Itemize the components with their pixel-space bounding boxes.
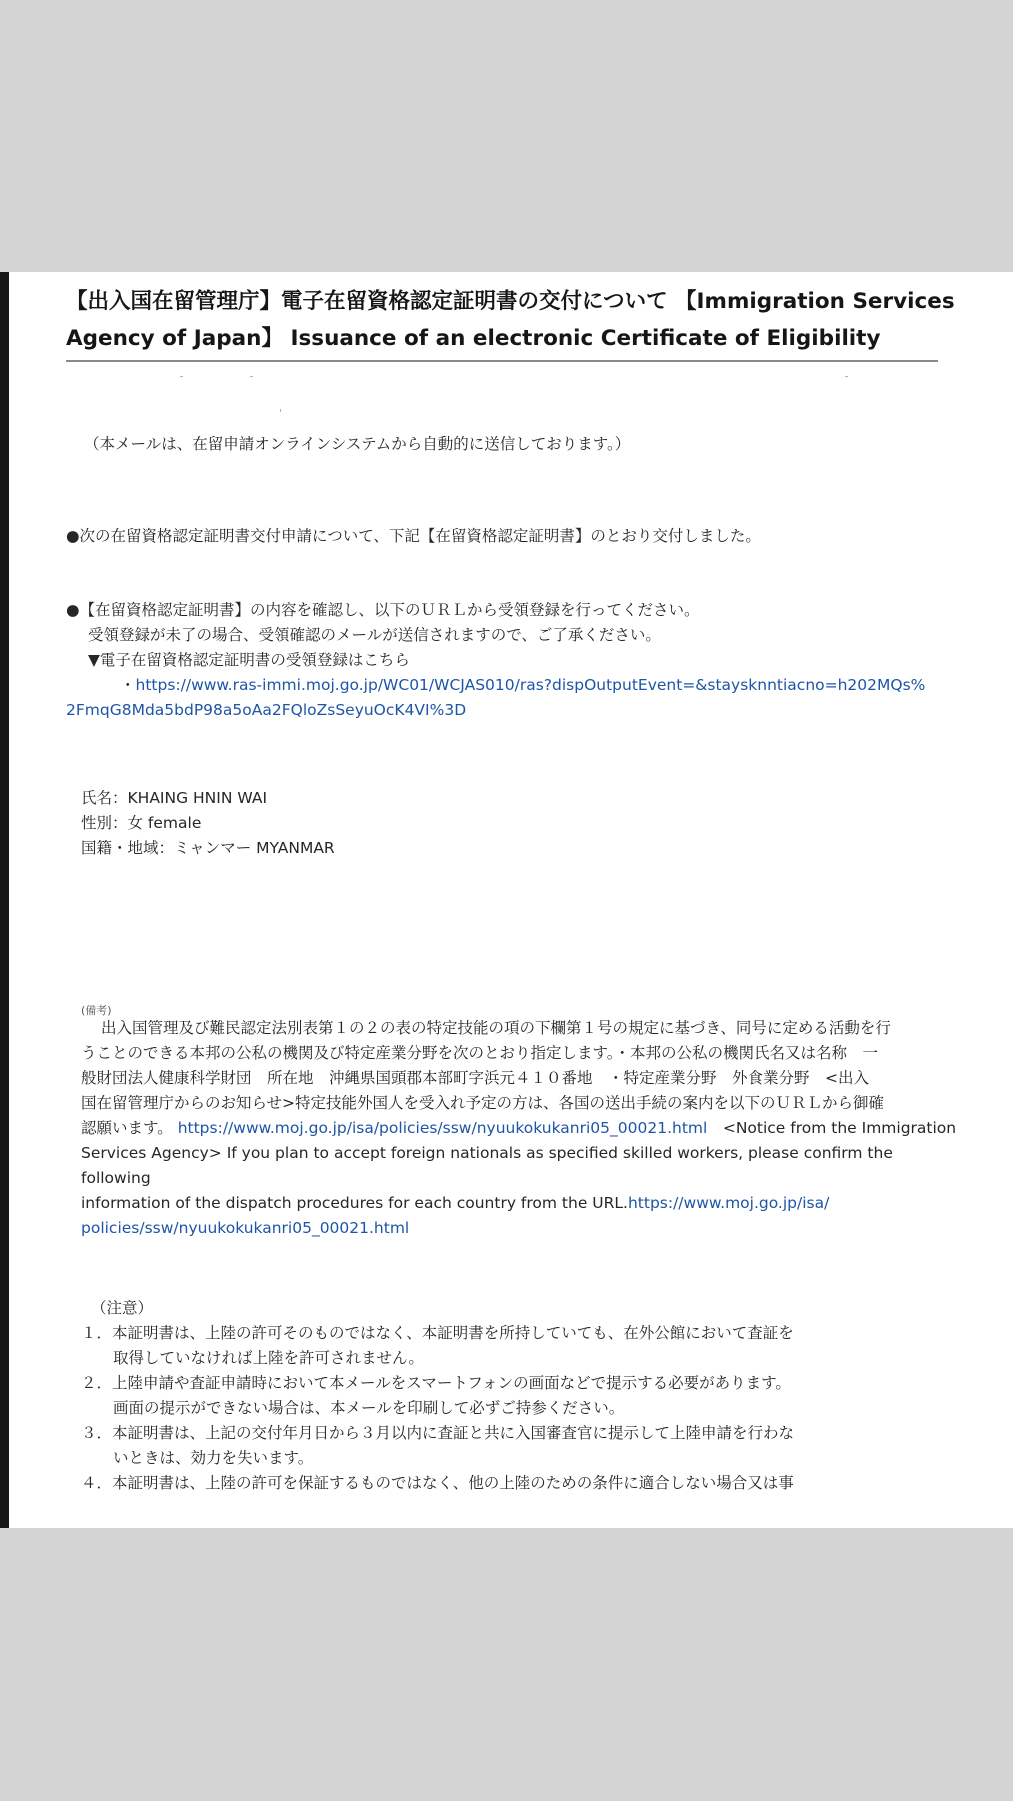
email-document [0,272,1013,1528]
receipt-instructions [66,598,925,723]
receipt-url-line [66,673,925,698]
remarks-line: 認願います。 https://www.moj.go.jp/isa/policies/ssw/nyuukokukanri05_00021.html <Notice from the Immigration [81,1119,957,1137]
receipt-url-link[interactable]: https://www.ras-immi.moj.go.jp/WC01/WCJAS010/ras?dispOutputEvent=&staysknntiacno=h202MQs% [135,676,926,694]
remarks-line: 出入国管理及び難民認定法別表第１の２の表の特定技能の項の下欄第１号の規定に基づき、同号に定める活動を行 [101,1019,891,1037]
note-item-3: ３．本証明書は、上記の交付年月日から３月以内に査証と共に入国審査官に提示して上陸申請を行わな [81,1424,795,1442]
remarks-section [81,1006,961,1241]
remarks-heading: (備考) [81,1004,112,1017]
remarks-line: うことのできる本邦の公私の機関及び特定産業分野を次のとおり指定します。・本邦の公私の機関氏名又は名称 一 [81,1044,879,1062]
applicant-name: 氏名：KHAING HNIN WAI [81,789,268,807]
applicant-nationality: 国籍・地域：ミャンマー MYANMAR [81,839,335,857]
note-item-2: ２．上陸申請や査証申請時において本メールをスマートフォンの画面などで提示する必要があります。 [81,1374,791,1392]
note-item-2-cont: 画面の提示ができない場合は、本メールを印刷して必ずご持参ください。 [113,1399,625,1417]
issued-notice: ●次の在留資格認定証明書交付申請について、下記【在留資格認定証明書】のとおり交付しました。 [66,527,761,545]
note-item-1: １．本証明書は、上陸の許可そのものではなく、本証明書を所持していても、在外公館において査証を [81,1324,794,1342]
notes-section [81,1296,961,1496]
note-item-3-cont: いときは、効力を失います。 [113,1449,314,1467]
subject-divider [66,360,938,362]
receipt-url-link-continued[interactable]: 2FmqG8Mda5bdP98a5oAa2FQloZsSeyuOcK4VI%3D [66,701,467,719]
ssw-policy-link-2-continued[interactable]: policies/ssw/nyuukokukanri05_00021.html [81,1219,410,1237]
remarks-line: Services Agency> If you plan to accept foreign nationals as specified skilled workers, please confirm the following [81,1144,893,1187]
auto-send-notice: （本メールは、在留申請オンラインシステムから自動的に送信しております。） [84,435,631,453]
remarks-line: information of the dispatch procedures for each country from the URL.https://www.moj.go.jp/isa/ [81,1194,830,1212]
url-bullet: ・ [120,676,136,694]
remarks-line: 般財団法人健康科学財団 所在地 沖縄県国頭郡本部町字浜元４１０番地 ・特定産業分野 外食業分野 <出入 [81,1069,869,1087]
applicant-sex: 性別：女 female [81,814,202,832]
page-edge [0,272,9,1528]
scan-speck [845,376,848,377]
note-item-1-cont: 取得していなければ上陸を許可されません。 [113,1349,424,1367]
remarks-line: 国在留管理庁からのお知らせ>特定技能外国人を受入れ予定の方は、各国の送出手続の案内を以下のＵＲＬから御確 [81,1094,885,1112]
instruction-line-3: ▼電子在留資格認定証明書の受領登録はこちら [88,651,410,669]
instruction-line-2: 受領登録が未了の場合、受領確認のメールが送信されますので、ご了承ください。 [88,626,661,644]
email-subject: 【出入国在留管理庁】電子在留資格認定証明書の交付について 【Immigration Services Agency of Japan】 Issuance of an electronic Certificate of Eligibility [66,289,955,351]
note-item-4: ４．本証明書は、上陸の許可を保証するものではなく、他の上陸のための条件に適合しない場合又は事 [81,1474,794,1492]
instruction-line-1: ●【在留資格認定証明書】の内容を確認し、以下のＵＲＬから受領登録を行ってください。 [66,601,700,619]
notes-heading: （注意） [91,1299,154,1317]
scan-speck [180,376,183,377]
ssw-policy-link[interactable]: https://www.moj.go.jp/isa/policies/ssw/nyuukokukanri05_00021.html [177,1119,708,1137]
scan-speck [280,409,281,412]
ssw-policy-link-2[interactable]: https://www.moj.go.jp/isa/ [627,1194,830,1212]
applicant-details [81,786,335,861]
scan-speck [250,376,253,377]
